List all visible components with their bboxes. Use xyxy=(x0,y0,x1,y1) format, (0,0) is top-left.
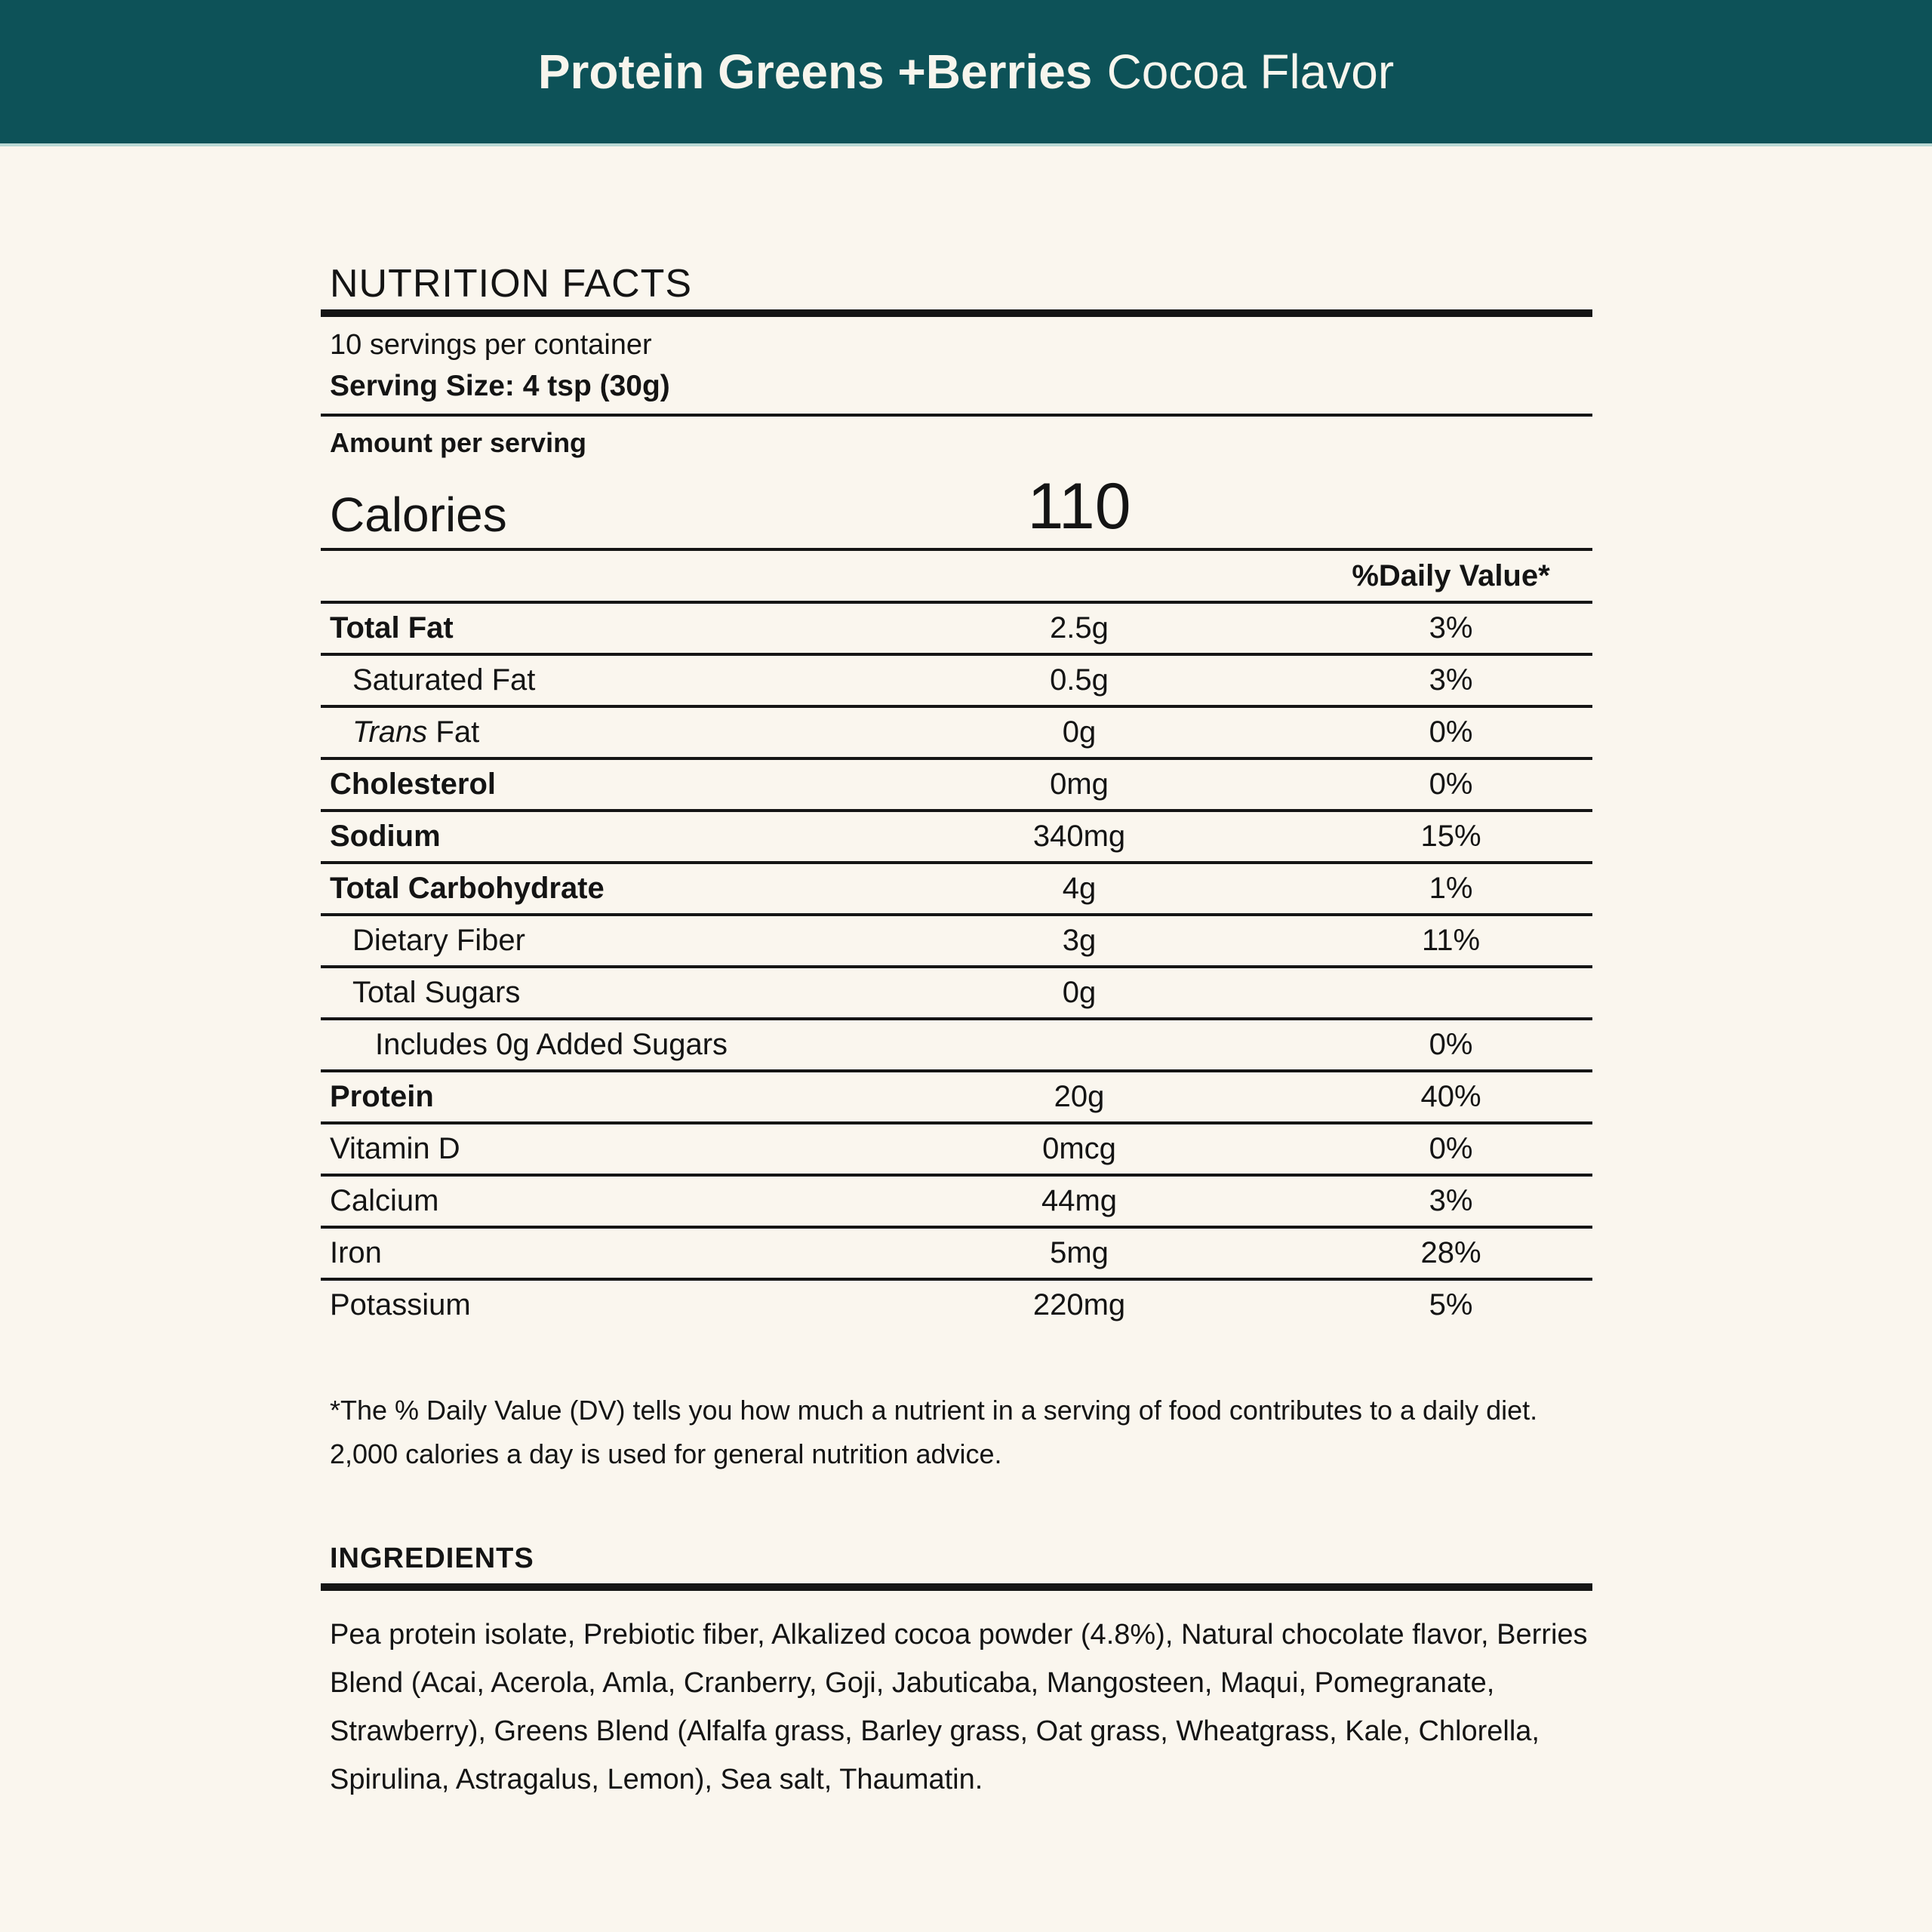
row-vitamin-d xyxy=(321,1124,1592,1177)
nutrient-amount: 3g xyxy=(1062,924,1097,957)
nutrient-name: Saturated Fat xyxy=(352,663,536,697)
ingredients-rule xyxy=(321,1583,1592,1591)
nutrient-amount: 0mg xyxy=(1050,768,1109,801)
product-name: Protein Greens +Berries xyxy=(537,45,1093,99)
nutrient-amount: 220mg xyxy=(1032,1288,1126,1321)
trans-fat-label: Fat xyxy=(435,715,480,749)
amount-per-serving-label: Amount per serving xyxy=(330,427,587,458)
row-dietary-fiber xyxy=(321,916,1592,968)
row-calcium xyxy=(321,1177,1592,1229)
nutrient-name: Total Sugars xyxy=(352,976,521,1009)
ingredients-heading: INGREDIENTS xyxy=(330,1543,534,1574)
nutrient-amount: 0.5g xyxy=(1050,663,1109,697)
nutrition-facts-panel xyxy=(321,261,1592,1804)
nutrient-amount: 0g xyxy=(1062,976,1097,1009)
row-total-carbohydrate xyxy=(321,864,1592,916)
nutrient-dv: 3% xyxy=(1429,1184,1473,1217)
calories-label: Calories xyxy=(330,488,507,542)
product-banner xyxy=(0,0,1932,146)
nutrient-dv: 0% xyxy=(1429,1132,1473,1165)
row-cholesterol xyxy=(321,760,1592,812)
nutrient-amount: 5mg xyxy=(1050,1236,1109,1269)
nutrient-dv: 1% xyxy=(1429,872,1473,905)
nutrient-amount: 0mcg xyxy=(1042,1132,1116,1165)
nutrient-name: Cholesterol xyxy=(330,768,497,801)
nutrient-amount: 340mg xyxy=(1032,820,1126,853)
calories-row xyxy=(321,460,1592,548)
product-title xyxy=(537,45,1395,99)
row-potassium xyxy=(321,1281,1592,1330)
product-flavor: Cocoa Flavor xyxy=(1106,45,1395,99)
daily-value-header-row xyxy=(321,551,1592,601)
serving-size: Serving Size: 4 tsp (30g) xyxy=(330,370,670,402)
daily-value-header: %Daily Value* xyxy=(1352,558,1550,592)
nutrient-name: Iron xyxy=(330,1236,382,1269)
row-iron xyxy=(321,1229,1592,1281)
nutrient-name: Total Fat xyxy=(330,611,454,645)
nutrient-dv: 0% xyxy=(1429,768,1473,801)
nutrient-name: Sodium xyxy=(330,820,441,853)
nutrient-dv: 0% xyxy=(1429,1028,1473,1061)
nutrient-name: Total Carbohydrate xyxy=(330,872,605,905)
trans-italic: Trans xyxy=(352,715,436,749)
heading-rule xyxy=(321,309,1592,317)
daily-value-footnote: *The % Daily Value (DV) tells you how much a nutrient in a serving of food contributes to a daily diet. 2,000 calories a day is used for general nutrition advice. xyxy=(330,1395,1538,1469)
row-protein xyxy=(321,1072,1592,1124)
nutrient-amount: 0g xyxy=(1062,715,1097,749)
nutrient-name xyxy=(321,715,849,749)
divider xyxy=(321,414,1592,417)
nutrition-facts-heading: NUTRITION FACTS xyxy=(330,262,693,306)
nutrient-dv: 0% xyxy=(1429,715,1473,749)
nutrient-dv: 11% xyxy=(1421,924,1481,957)
row-added-sugars xyxy=(321,1020,1592,1072)
nutrient-amount: 20g xyxy=(1054,1080,1105,1113)
ingredients-text: Pea protein isolate, Prebiotic fiber, Alkalized cocoa powder (4.8%), Natural chocolate flavor, Berries Blend (Acai, Acerola, Amla, Cranberry, Goji, Jabuticaba, Mangosteen, Maqui, Pomegranate, Strawberry), Greens Blend (Alfalfa grass, Barley grass, Oat grass, Wheatgrass, Kale, Chlorella, Spirulina, Astragalus, Lemon), Sea salt, Thaumatin. xyxy=(330,1619,1588,1795)
calories-value: 110 xyxy=(1027,470,1131,543)
nutrient-name: Potassium xyxy=(330,1288,471,1321)
nutrient-name: Calcium xyxy=(330,1184,439,1217)
nutrient-name: Includes 0g Added Sugars xyxy=(375,1028,728,1061)
servings-per-container: 10 servings per container xyxy=(330,329,652,361)
nutrient-amount: 2.5g xyxy=(1050,611,1109,645)
nutrient-dv: 3% xyxy=(1429,663,1473,697)
nutrient-amount: 4g xyxy=(1062,872,1097,905)
nutrient-name: Protein xyxy=(330,1080,434,1113)
nutrient-dv: 15% xyxy=(1420,820,1481,853)
row-saturated-fat xyxy=(321,656,1592,708)
row-total-fat xyxy=(321,604,1592,656)
nutrient-dv: 40% xyxy=(1420,1080,1481,1113)
nutrient-name: Dietary Fiber xyxy=(352,924,525,957)
nutrient-name: Vitamin D xyxy=(330,1132,460,1165)
nutrient-dv: 3% xyxy=(1429,611,1473,645)
row-total-sugars xyxy=(321,968,1592,1020)
nutrient-dv: 5% xyxy=(1429,1288,1473,1321)
row-trans-fat xyxy=(321,708,1592,760)
nutrient-dv: 28% xyxy=(1420,1236,1481,1269)
row-sodium xyxy=(321,812,1592,864)
nutrient-amount: 44mg xyxy=(1041,1184,1118,1217)
